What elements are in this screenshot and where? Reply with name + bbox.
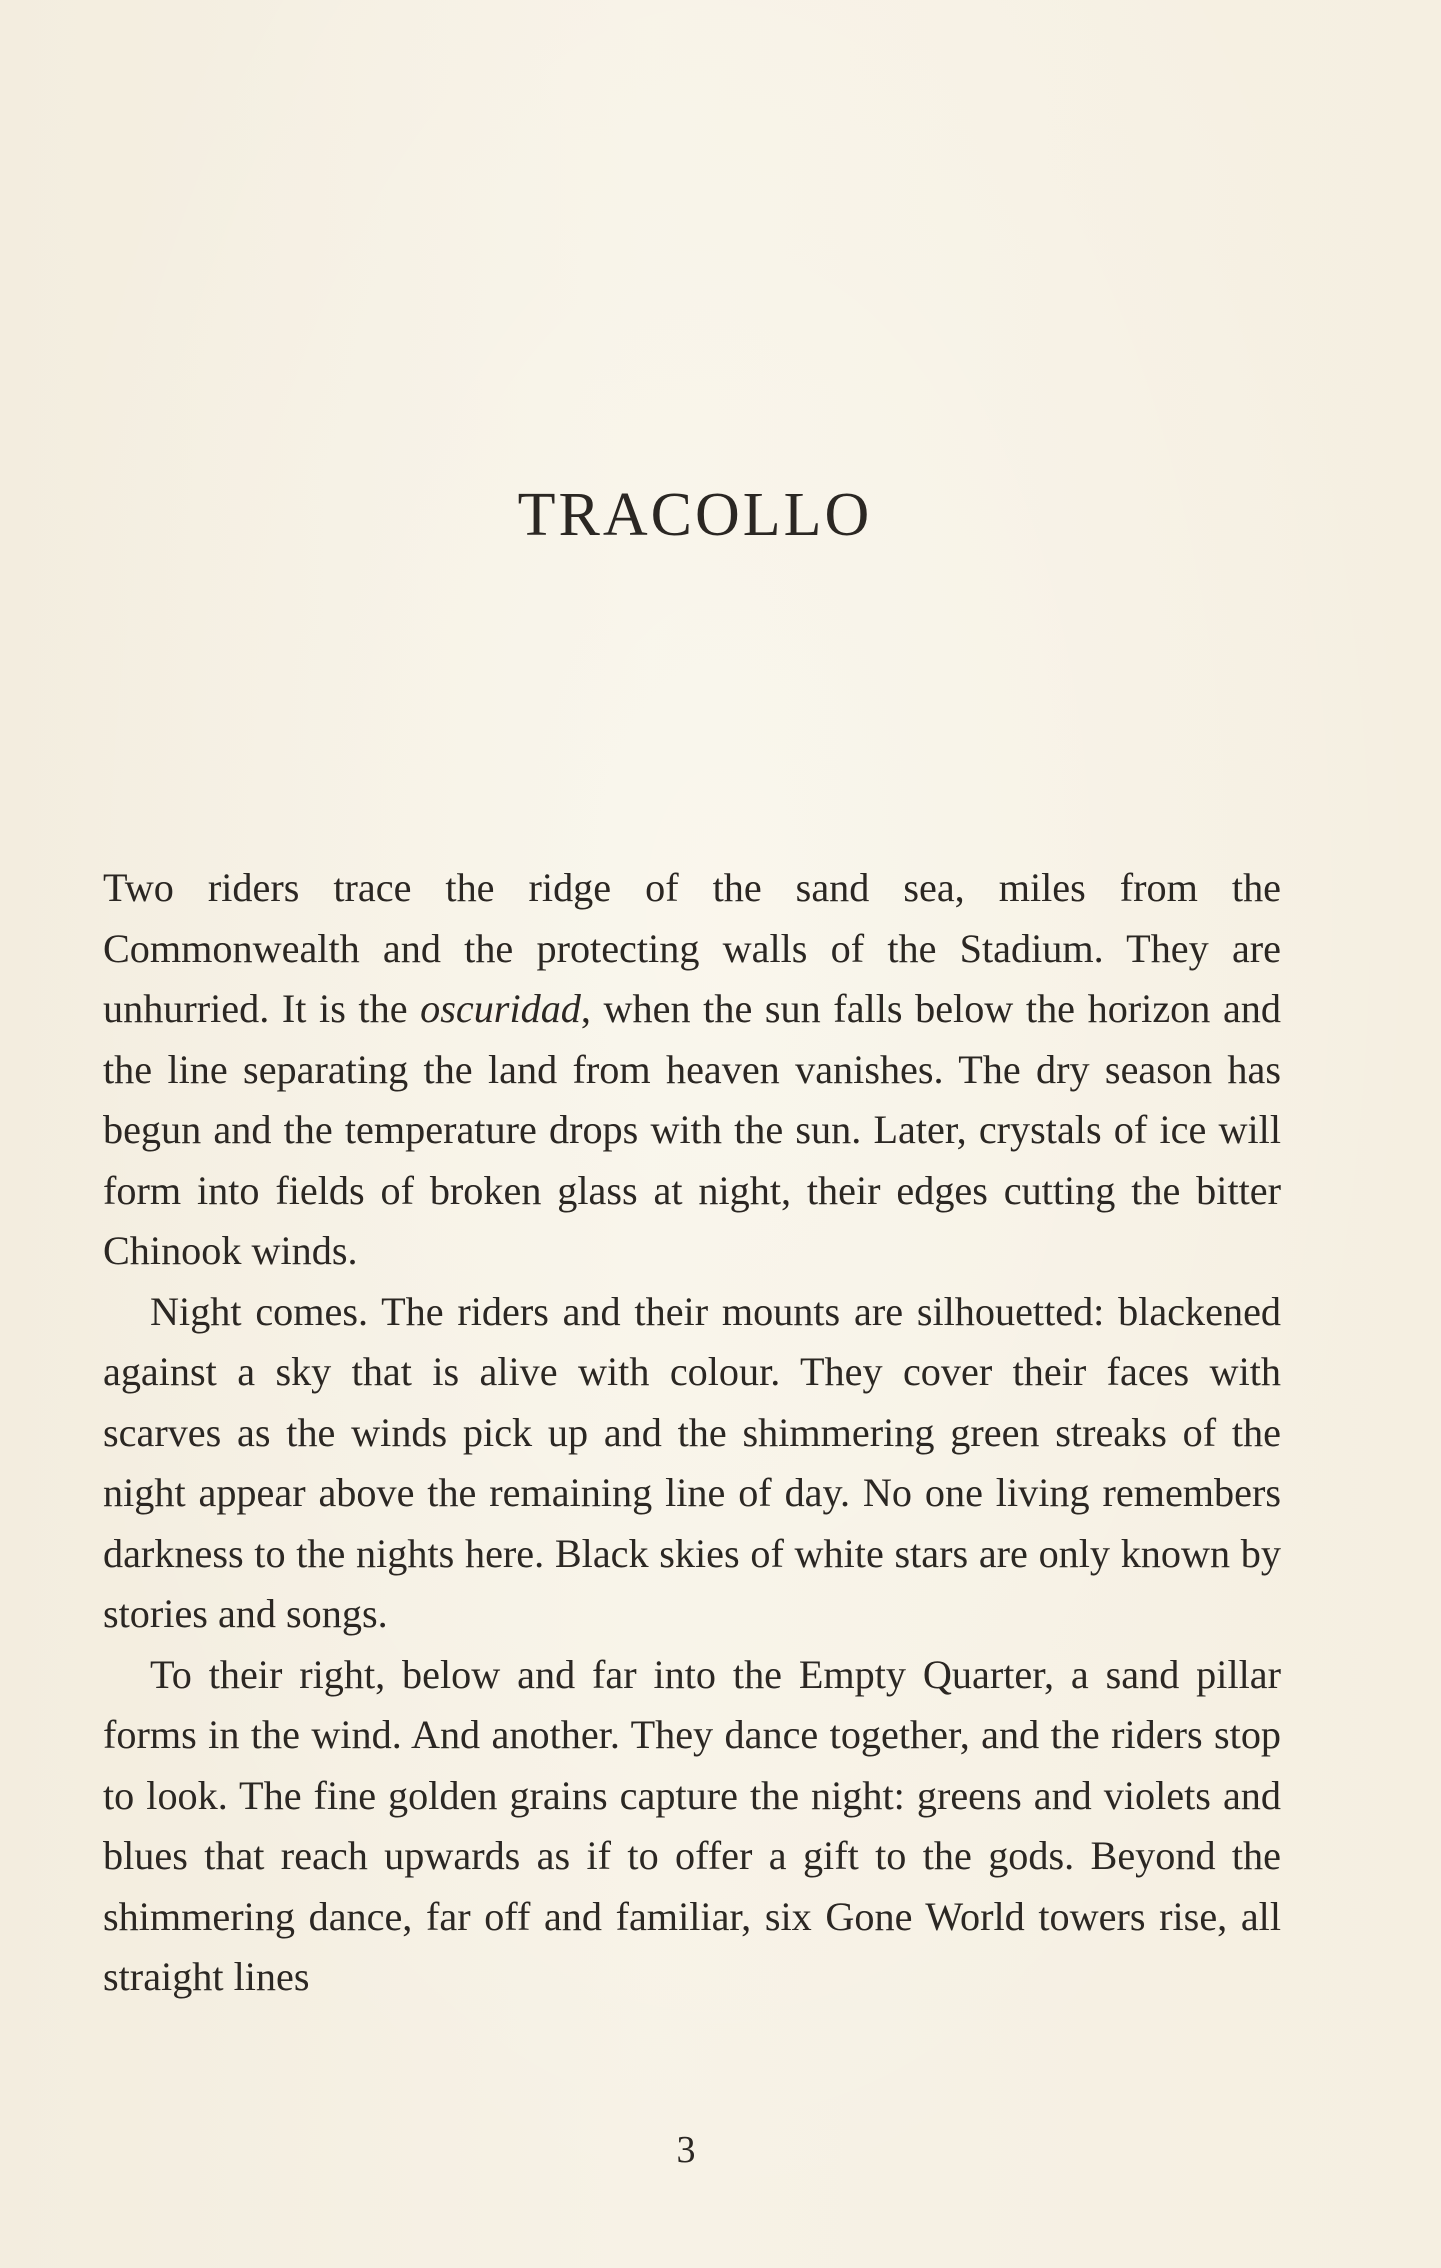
paragraph-1-emphasis: oscuridad (420, 986, 581, 1031)
paragraph-1-text-after: , when the sun falls below the horizon and the line separating the land from heaven vanishes. The dry season has begun and the temperature drops with the sun. Later, crystals of ice will form into fields of broken glass at night, their edges cutting the bitter Chinook winds. (103, 986, 1281, 1273)
chapter-title: TRACOLLO (517, 481, 873, 549)
paragraph-1-text-before: Two riders trace the ridge of the sand sea, miles from the Commonwealth and the protecting walls of the Stadium. They are unhurried. It is the (103, 865, 1281, 1031)
chapter-body (103, 858, 1281, 2008)
paragraph-3: To their right, below and far into the Empty Quarter, a sand pillar forms in the wind. And another. They dance together, and the riders stop to look. The fine golden grains capture the night: greens and violets and blues that reach upwards as if to offer a gift to the gods. Beyond the shimmering dance, far off and familiar, six Gone World towers rise, all straight lines (103, 1651, 1281, 1999)
page-number: 3 (676, 2129, 696, 2171)
paragraph-2: Night comes. The riders and their mounts are silhouetted: blackened against a sky that is alive with colour. They cover their faces with scarves as the winds pick up and the shimmering green streaks of the night appear above the remaining line of day. No one living remembers darkness to the nights here. Black skies of white stars are only known by stories and songs. (103, 1288, 1281, 1636)
paragraph-1 (103, 858, 1281, 1282)
